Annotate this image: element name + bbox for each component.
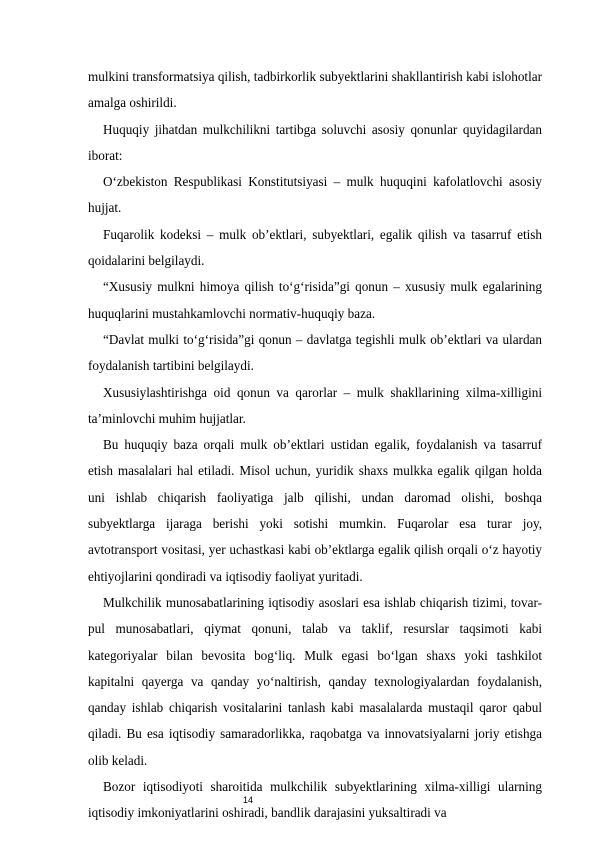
paragraph: “Xususiy mulkni himoya qilish to‘g‘risida”gi qonun – xususiy mulk egalarining huquqlarini mustahkamlovchi normativ-huquqiy baza. [88,279,542,321]
paragraph: “Davlat mulki to‘g‘risida”gi qonun – davlatga tegishli mulk ob’ektlari va ulardan foydalanish tartibini belgilaydi. [88,331,542,374]
paragraph: Xususiylashtirishga oid qonun va qarorlar – mulk shakllarining xilma-xilligini ta’minlovchi muhim hujjatlar. [88,384,542,426]
paragraph: O‘zbekiston Respublikasi Konstitutsiyasi – mulk huquqini kafolatlovchi asosiy hujjat. [88,174,542,216]
paragraph: Mulkchilik munosabatlarining iqtisodiy asoslari esa ishlab chiqarish tizimi, tovar-pul munosabatlari, qiymat qonuni, talab va taklif, resurslar taqsimoti kabi kategoriyalar bilan bevosita bog‘liq. Mulk egasi bo‘lgan shaxs yoki tashkilot kapitalni qayerga va qanday yo‘naltirish, qanday texnologiyalardan foydalanish, qanday ishlab chiqarish vositalarini tanlash kabi masalalarda mustaqil qaror qabul qiladi. Bu esa iqtisodiy samaradorlikka, raqobatga va innovatsiyalarni joriy etishga olib keladi. [88,594,542,768]
page-number: 14 [243,795,254,805]
body-text [88,64,542,827]
paragraph: Bozor iqtisodiyoti sharoitida mulkchilik subyektlarining xilma-xilligi ularning iqtisodiy imkoniyatlarini oshiradi, bandlik darajasini yuksaltiradi va [88,779,542,821]
paragraph: Huquqiy jihatdan mulkchilikni tartibga soluvchi asosiy qonunlar quyidagilardan iborat: [88,121,542,163]
paragraph: Bu huquqiy baza orqali mulk ob’ektlari ustidan egalik, foydalanish va tasarruf etish masalalari hal etiladi. Misol uchun, yuridik shaxs mulkka egalik qilgan holda uni ishlab chiqarish faoliyatiga jalb qilishi, undan daromad olishi, boshqa subyektlarga ijaraga berishi yoki sotishi mumkin. Fuqarolar esa turar joy, avtotransport vositasi, yer uchastkasi kabi ob’ektlarga egalik qilish orqali o‘z hayotiy ehtiyojlarini qondiradi va iqtisodiy faoliyat yuritadi. [88,437,542,584]
paragraph: Fuqarolik kodeksi – mulk ob’ektlari, subyektlari, egalik qilish va tasarruf etish qoidalarini belgilaydi. [88,226,542,269]
paragraph: mulkini transformatsiya qilish, tadbirkorlik subyektlarini shakllantirish kabi islohotlar amalga oshirildi. [88,69,542,111]
